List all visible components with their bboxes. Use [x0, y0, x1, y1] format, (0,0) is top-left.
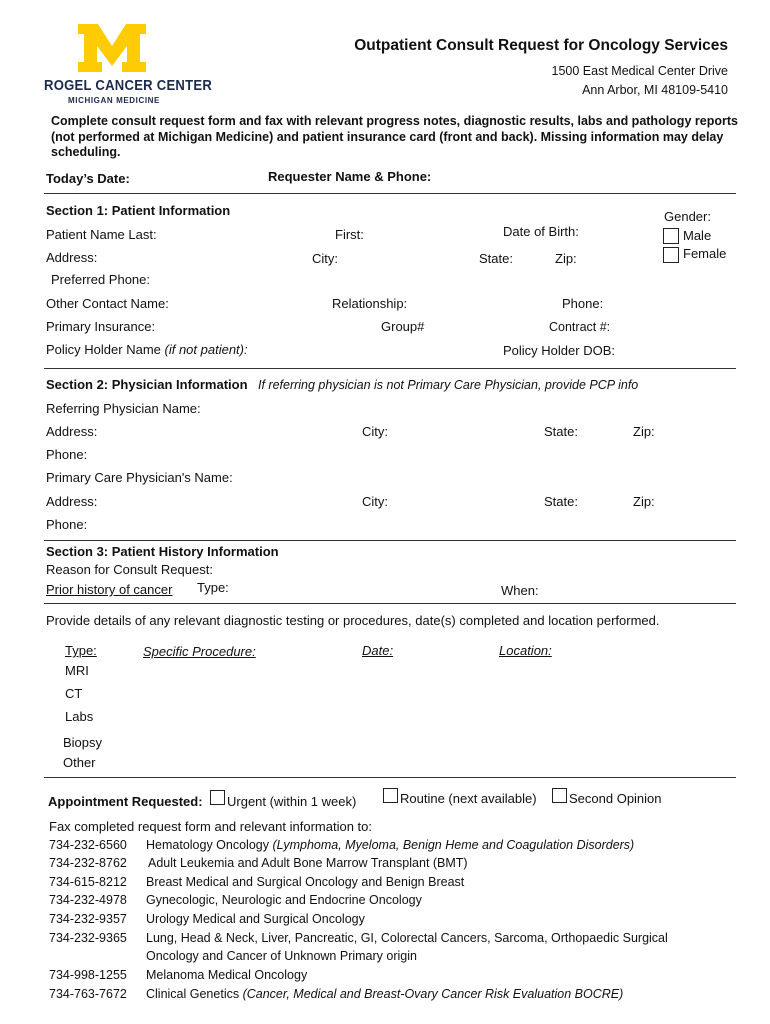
pcp-phone-label: Phone:	[46, 517, 88, 532]
col-location-header: Location:	[499, 643, 552, 658]
second-opinion-option-label: Second Opinion	[569, 791, 662, 806]
col-procedure-header: Specific Procedure:	[143, 644, 256, 659]
pcp-zip-label: Zip:	[633, 494, 655, 509]
contact-phone-label: Phone:	[562, 296, 604, 311]
fax-description	[146, 838, 634, 852]
fax-number: 734-232-6560	[49, 838, 127, 852]
divider-section3b	[44, 777, 736, 778]
address-line1: 1500 East Medical Center Drive	[551, 64, 728, 78]
fax-desc-text: Hematology Oncology	[146, 838, 269, 852]
prior-history-type-label: Type:	[197, 580, 229, 595]
test-type-ct: CT	[65, 686, 83, 701]
urgent-option-label: Urgent (within 1 week)	[227, 794, 357, 809]
group-label: Group#	[381, 319, 425, 334]
fax-description	[146, 987, 623, 1001]
patient-zip-label: Zip:	[555, 251, 577, 266]
policy-holder-text: Policy Holder Name	[46, 342, 161, 357]
gender-female-checkbox[interactable]	[663, 247, 679, 263]
section3-heading: Section 3: Patient History Information	[46, 544, 279, 559]
fax-number: 734-998-1255	[49, 968, 127, 982]
pcp-state-label: State:	[544, 494, 578, 509]
diagnostic-prompt: Provide details of any relevant diagnostic testing or procedures, date(s) completed and location performed.	[46, 613, 660, 628]
policy-holder-dob-label: Policy Holder DOB:	[503, 343, 615, 358]
pcp-address-label: Address:	[46, 494, 98, 509]
logo-subtitle: MICHIGAN MEDICINE	[68, 96, 160, 105]
gender-male-checkbox[interactable]	[663, 228, 679, 244]
gender-label: Gender:	[664, 209, 711, 224]
requester-label: Requester Name & Phone:	[268, 169, 432, 184]
appointment-label: Appointment Requested:	[48, 794, 203, 809]
contract-label: Contract #:	[549, 320, 611, 334]
fax-desc-text: Clinical Genetics	[146, 987, 240, 1001]
test-type-other: Other	[63, 755, 96, 770]
pcp-name-label: Primary Care Physician's Name:	[46, 470, 233, 485]
col-type-header: Type:	[65, 643, 97, 658]
prior-history-when-label: When:	[501, 583, 539, 598]
primary-insurance-label: Primary Insurance:	[46, 319, 156, 334]
divider-section2	[44, 540, 736, 541]
section1-heading: Section 1: Patient Information	[46, 203, 231, 218]
pcp-city-label: City:	[362, 494, 388, 509]
relationship-label: Relationship:	[332, 296, 408, 311]
routine-checkbox[interactable]	[383, 788, 398, 803]
fax-number: 734-232-8762	[49, 856, 127, 870]
policy-holder-label	[46, 342, 248, 357]
divider-section3a	[44, 603, 736, 604]
divider-section1	[44, 368, 736, 369]
gender-female-label: Female	[683, 246, 727, 261]
fax-description: Breast Medical and Surgical Oncology and Benign Breast	[146, 875, 465, 889]
patient-name-last-label: Patient Name Last:	[46, 227, 157, 242]
fax-description: Adult Leukemia and Adult Bone Marrow Transplant (BMT)	[148, 856, 468, 870]
gender-male-label: Male	[683, 228, 712, 243]
other-contact-label: Other Contact Name:	[46, 296, 169, 311]
urgent-checkbox[interactable]	[210, 790, 225, 805]
divider-top	[44, 193, 736, 194]
patient-first-label: First:	[335, 227, 364, 242]
fax-description: Melanoma Medical Oncology	[146, 968, 308, 982]
referring-state-label: State:	[544, 424, 578, 439]
fax-number: 734-232-4978	[49, 893, 127, 907]
fax-number: 734-232-9357	[49, 912, 127, 926]
todays-date-label: Today’s Date:	[46, 171, 130, 186]
referring-address-label: Address:	[46, 424, 98, 439]
fax-number: 734-232-9365	[49, 931, 127, 945]
test-type-biopsy: Biopsy	[63, 735, 103, 750]
col-date-header: Date:	[362, 643, 394, 658]
fax-number: 734-615-8212	[49, 875, 127, 889]
patient-city-label: City:	[312, 251, 338, 266]
fax-desc-note: (Lymphoma, Myeloma, Benign Heme and Coagulation Disorders)	[272, 838, 635, 852]
routine-option-label: Routine (next available)	[400, 791, 537, 806]
fax-description-continued: Oncology and Cancer of Unknown Primary origin	[146, 949, 417, 963]
fax-desc-note: (Cancer, Medical and Breast-Ovary Cancer Risk Evaluation BOCRE)	[242, 987, 624, 1001]
test-type-labs: Labs	[65, 709, 94, 724]
second-opinion-checkbox[interactable]	[552, 788, 567, 803]
referring-phone-label: Phone:	[46, 447, 88, 462]
fax-number: 734-763-7672	[49, 987, 127, 1001]
test-type-mri: MRI	[65, 663, 89, 678]
prior-history-label: Prior history of cancer	[46, 582, 173, 597]
address-line2: Ann Arbor, MI 48109-5410	[582, 83, 728, 97]
fax-description: Lung, Head & Neck, Liver, Pancreatic, GI, Colorectal Cancers, Sarcoma, Orthopaedic Surgical	[146, 931, 668, 945]
referring-zip-label: Zip:	[633, 424, 655, 439]
page-title: Outpatient Consult Request for Oncology Services	[354, 37, 728, 54]
section2-note: If referring physician is not Primary Care Physician, provide PCP info	[258, 378, 639, 392]
michigan-m-logo	[76, 22, 148, 74]
referring-physician-label: Referring Physician Name:	[46, 401, 201, 416]
fax-intro: Fax completed request form and relevant information to:	[49, 819, 372, 834]
logo-name: ROGEL CANCER CENTER	[44, 78, 213, 94]
referring-city-label: City:	[362, 424, 388, 439]
fax-description: Urology Medical and Surgical Oncology	[146, 912, 365, 926]
reason-label: Reason for Consult Request:	[46, 562, 213, 577]
section2-heading: Section 2: Physician Information	[46, 377, 248, 392]
policy-holder-note: (if not patient):	[164, 342, 248, 357]
preferred-phone-label: Preferred Phone:	[51, 272, 151, 287]
instructions-notice: Complete consult request form and fax with relevant progress notes, diagnostic results, labs and pathology reports (not performed at Michigan Medicine) and patient insurance card (front and back). Missing information may delay scheduling.	[51, 114, 738, 159]
patient-address-label: Address:	[46, 250, 98, 265]
patient-state-label: State:	[479, 251, 513, 266]
dob-label: Date of Birth:	[503, 224, 579, 239]
fax-description: Gynecologic, Neurologic and Endocrine Oncology	[146, 893, 422, 907]
